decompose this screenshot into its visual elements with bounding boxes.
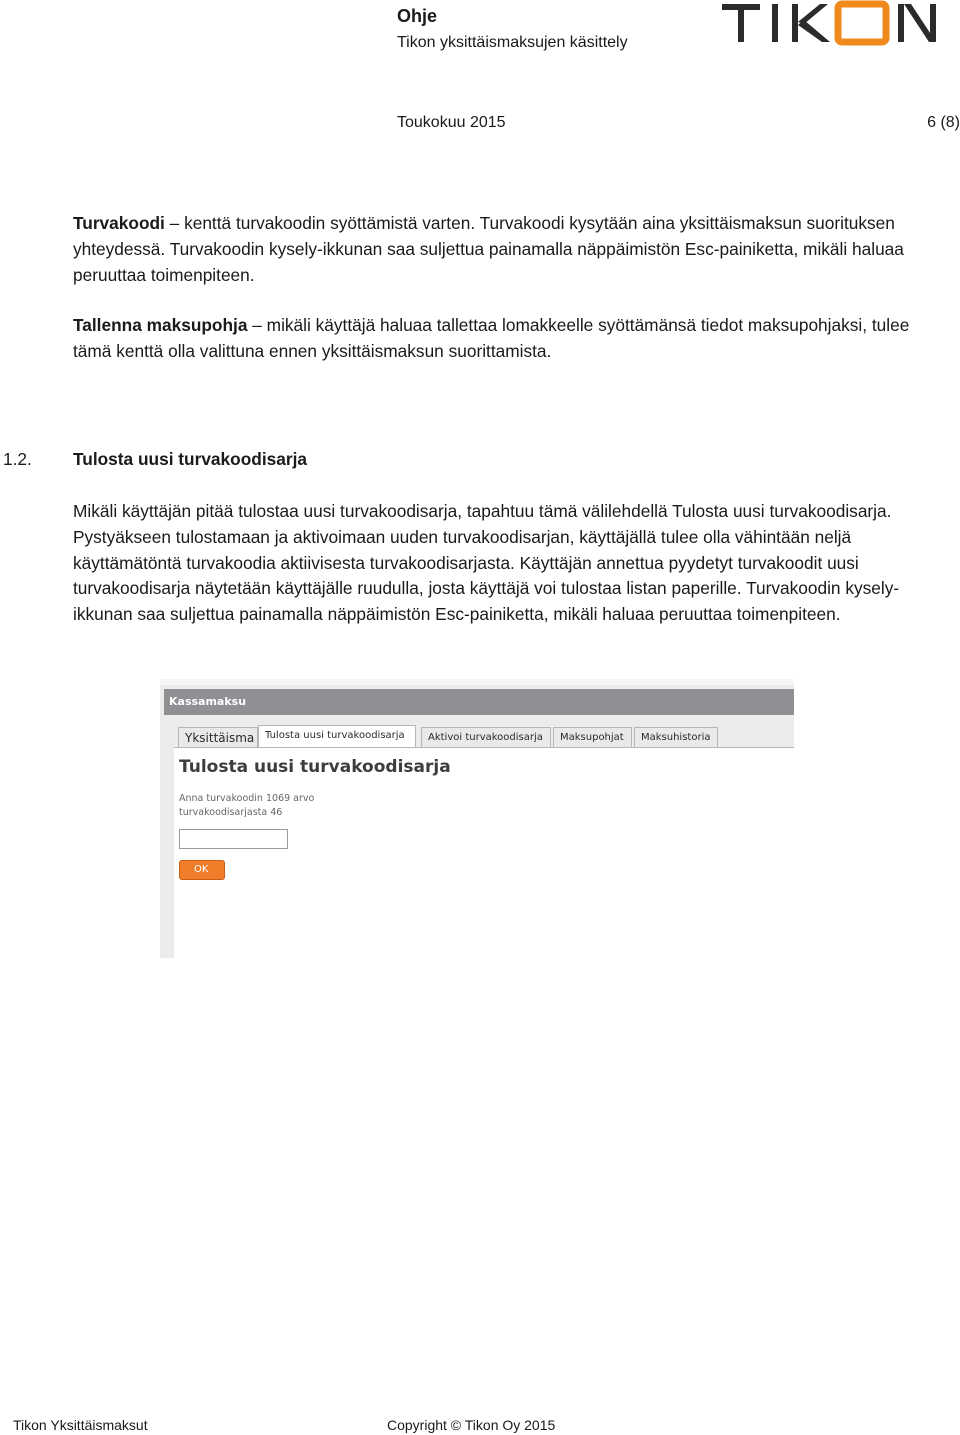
panel-heading: Tulosta uusi turvakoodisarja [179,757,451,777]
section-number: 1.2. [3,449,32,469]
tab-panel [174,747,794,958]
section-title: Tulosta uusi turvakoodisarja [73,449,307,469]
security-code-input[interactable] [179,829,288,849]
footer-copyright: Copyright © Tikon Oy 2015 [387,1417,556,1433]
window-title: Kassamaksu [169,695,247,708]
paragraph-tallenna-maksupohja [73,313,933,365]
document-date: Toukokuu 2015 [397,114,506,131]
term-turvakoodi: Turvakoodi [73,213,165,233]
paragraph-text: – mikäli käyttäjä haluaa tallettaa lomakkeelle syöttämänsä tiedot maksupohjaksi, tulee tämä kenttä olla valittuna ennen yksittäismaksun suorittamista. [73,315,910,361]
screenshot-top-strip [160,679,794,685]
tab-tulosta-uusi-turvakoodisarja[interactable]: Tulosta uusi turvakoodisarja [258,725,416,749]
window-titlebar [164,689,794,715]
tab-maksupohjat[interactable]: Maksupohjat [553,727,632,747]
tab-yksittaismaksu[interactable]: Yksittäisma [178,727,258,747]
document-subtitle: Tikon yksittäismaksujen käsittely [397,34,628,51]
tikon-logo [720,0,942,46]
term-tallenna-maksupohja: Tallenna maksupohja [73,315,248,335]
tab-maksuhistoria[interactable]: Maksuhistoria [634,727,718,747]
paragraph-text: – kenttä turvakoodin syöttämistä varten. Turvakoodi kysytään aina yksittäismaksun suorituksen yhteydessä. Turvakoodin kysely-ikkunan saa suljettua painamalla näppäimistön Esc-painiketta, mikäli haluaa peruuttaa toimenpiteen. [73,213,904,285]
panel-description: Anna turvakoodin 1069 arvo turvakoodisarjasta 46 [179,793,315,818]
paragraph-turvakoodi [73,211,933,288]
footer-left: Tikon Yksittäismaksut [13,1417,148,1433]
document-title: Ohje [397,6,438,26]
page-number: 6 (8) [927,114,960,131]
ok-button[interactable]: OK [179,860,225,880]
tab-bar [164,725,794,749]
embedded-screenshot [160,679,794,958]
section-body: Mikäli käyttäjän pitää tulostaa uusi turvakoodisarja, tapahtuu tämä välilehdellä Tulosta uusi turvakoodisarja. Pystyäkseen tulostamaan ja aktivoimaan uuden turvakoodisarjan, käyttäjällä tulee olla vähintään neljä käyttämätöntä turvakoodia aktiivisesta turvakoodisarjasta. Käyttäjän annettua pyydetyt turvakoodit uusi turvakoodisarja näytetään käyttäjälle ruudulla, josta käyttäjä voi tulostaa listan paperille. Turvakoodin kysely-ikkunan saa suljettua painamalla näppäimistön Esc-painiketta, mikäli haluaa peruuttaa toimenpiteen. [73,501,900,625]
tab-aktivoi-turvakoodisarja[interactable]: Aktivoi turvakoodisarja [421,727,551,747]
